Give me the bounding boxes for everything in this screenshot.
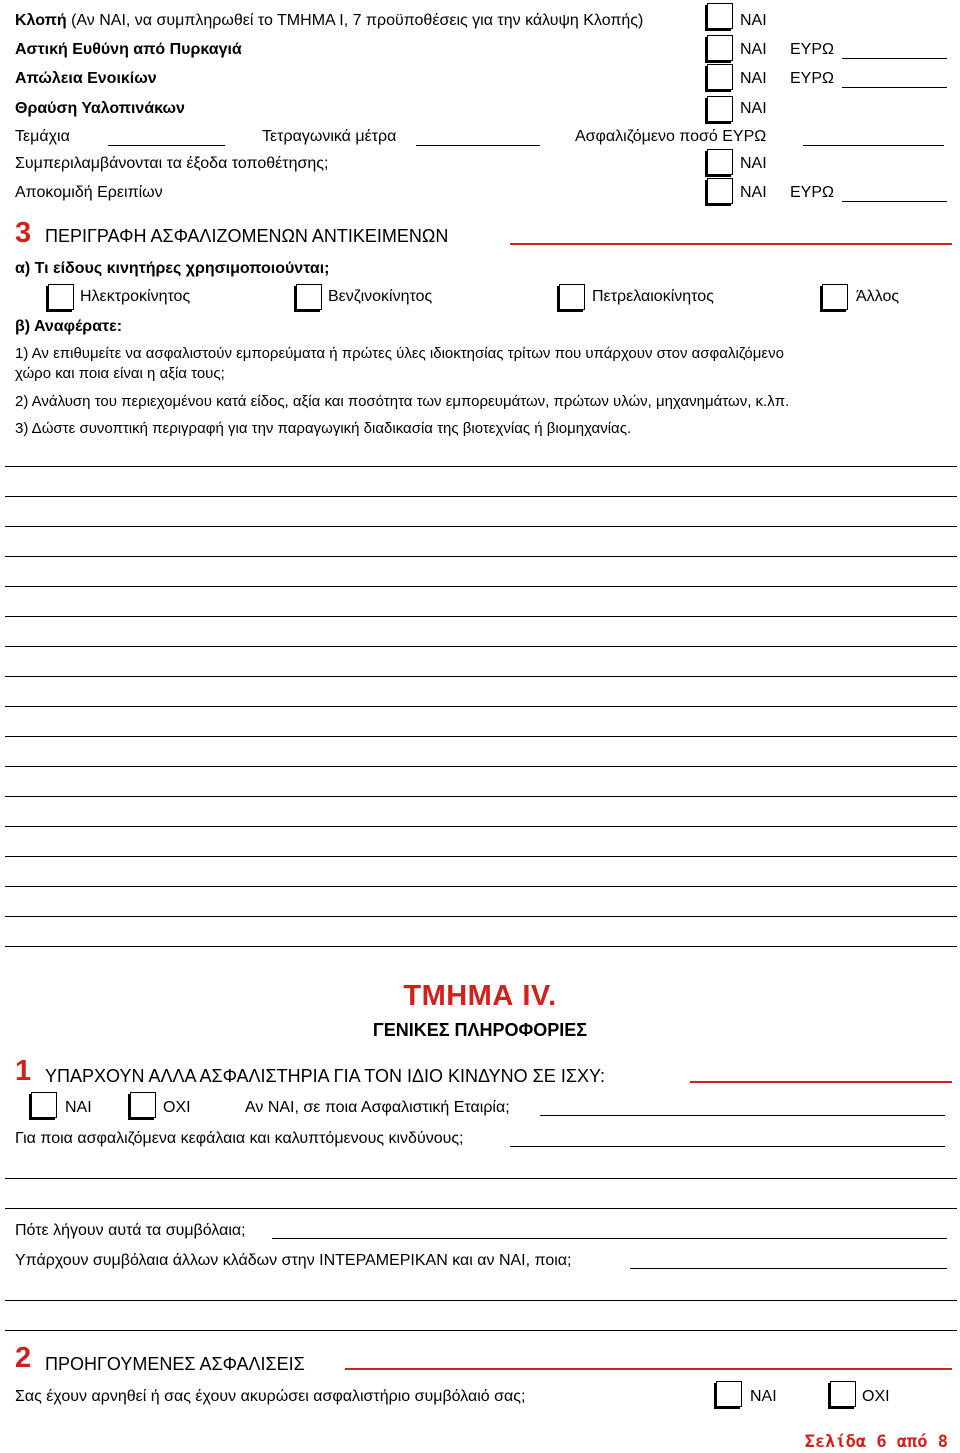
engines-question: α) Τι είδους κινητήρες χρησιμοποιούνται; [15,260,330,277]
glass-yes-checkbox[interactable] [707,96,733,122]
writing-line[interactable] [5,856,957,857]
item2: 2) Ανάλυση του περιεχομένου κατά είδος, αξία και ποσότητα των εμπορευμάτων, πρώτων υλών, μηχανημάτων, κ.λπ. [15,393,790,410]
writing-line[interactable] [5,1208,957,1209]
writing-line[interactable] [5,736,957,737]
q1-capitals-label: Για ποια ασφαλιζόμενα κεφάλαια και καλυπτόμενους κινδύνους; [15,1130,464,1147]
sqm-label: Τετραγωνικά μέτρα [262,128,397,145]
engine-electric-label: Ηλεκτροκίνητος [80,288,191,305]
item1-line1: 1) Αν επιθυμείτε να ασφαλιστούν εμπορεύματα ή πρώτες ύλες ιδιοκτησίας τρίτων που υπάρχουν στον ασφαλιζόμενο [15,345,784,362]
engine-other-checkbox[interactable] [822,284,848,310]
writing-line[interactable] [5,616,957,617]
writing-line[interactable] [5,1300,957,1301]
writing-line[interactable] [5,706,957,707]
engine-electric-checkbox[interactable] [48,284,74,310]
page-number: Σελίδα 6 από 8 [804,1432,948,1452]
writing-line[interactable] [5,796,957,797]
q1-expiry-field[interactable] [272,1238,947,1239]
writing-line[interactable] [5,826,957,827]
writing-line[interactable] [5,526,957,527]
writing-line[interactable] [5,676,957,677]
q2-yes-checkbox[interactable] [716,1381,742,1407]
pieces-label: Τεμάχια [15,128,70,145]
sqm-field[interactable] [416,145,540,146]
item1-line2: χώρο και ποια είναι η αξία τους; [15,365,225,382]
fire-liability-currency: ΕΥΡΩ [790,41,834,58]
writing-line[interactable] [5,916,957,917]
q2-refused-label: Σας έχουν αρνηθεί ή σας έχουν ακυρώσει ασφαλιστήριο συμβόλαιό σας; [15,1388,526,1405]
fire-liability-amount-field[interactable] [842,58,947,59]
rent-loss-yes-label: ΝΑΙ [740,70,767,87]
part4-subheading: ΓΕΝΙΚΕΣ ΠΛΗΡΟΦΟΡΙΕΣ [372,1020,588,1040]
q1-expiry-label: Πότε λήγουν αυτά τα συμβόλαια; [15,1222,246,1239]
theft-yes-checkbox[interactable] [707,3,733,29]
debris-amount-field[interactable] [842,201,947,202]
debris-yes-checkbox[interactable] [707,178,733,204]
q1-other-branches-field[interactable] [630,1268,947,1269]
engine-diesel-label: Πετρελαιοκίνητος [592,288,714,305]
debris-yes-label: ΝΑΙ [740,184,767,201]
item3: 3) Δώστε συνοπτική περιγραφή για την παραγωγική διαδικασία της βιοτεχνίας ή βιομηχανίας. [15,420,632,437]
q1-company-label: Αν ΝΑΙ, σε ποια Ασφαλιστική Εταιρία; [245,1099,510,1116]
engine-petrol-checkbox[interactable] [296,284,322,310]
writing-line[interactable] [5,586,957,587]
q2-yes-label: ΝΑΙ [750,1388,777,1405]
engine-diesel-checkbox[interactable] [559,284,585,310]
q1-yes-label: ΝΑΙ [65,1099,92,1116]
q2-no-label: ΟΧΙ [862,1388,890,1405]
fire-liability-label: Αστική Ευθύνη από Πυρκαγιά [15,41,242,58]
rent-loss-currency: ΕΥΡΩ [790,70,834,87]
writing-line[interactable] [5,1330,957,1331]
writing-line[interactable] [5,646,957,647]
writing-line[interactable] [5,556,957,557]
engine-petrol-label: Βενζινοκίνητος [328,288,433,305]
q1-no-label: ΟΧΙ [163,1099,191,1116]
rent-loss-label: Απώλεια Ενοικίων [15,70,157,87]
section3-number: 3 [15,217,32,249]
q1-number: 1 [15,1055,32,1087]
engine-other-label: Άλλος [856,288,900,305]
q1-capitals-field[interactable] [510,1146,945,1147]
install-costs-label: Συμπεριλαμβάνονται τα έξοδα τοποθέτησης; [15,155,329,172]
install-costs-yes-label: ΝΑΙ [740,155,767,172]
writing-line[interactable] [5,766,957,767]
q1-title-rule [690,1081,952,1083]
q1-no-checkbox[interactable] [130,1092,156,1118]
install-costs-yes-checkbox[interactable] [707,149,733,175]
writing-line[interactable] [5,496,957,497]
writing-line[interactable] [5,946,957,947]
theft-label: Κλοπή (Αν ΝΑΙ, να συμπληρωθεί το ΤΜΗΜΑ Ι, 7 προϋποθέσεις για την κάλυψη Κλοπής) [15,12,644,29]
pieces-field[interactable] [108,145,225,146]
section3-title: ΠΕΡΙΓΡΑΦΗ ΑΣΦΑΛΙΖΟΜΕΝΩΝ ΑΝΤΙΚΕΙΜΕΝΩΝ [45,226,449,246]
q2-title: ΠΡΟΗΓΟΥΜΕΝΕΣ ΑΣΦΑΛΙΣΕΙΣ [45,1354,305,1374]
q2-title-rule [345,1368,952,1370]
q1-yes-checkbox[interactable] [31,1092,57,1118]
rent-loss-yes-checkbox[interactable] [707,64,733,90]
section3-title-rule [510,243,952,245]
rent-loss-amount-field[interactable] [842,87,947,88]
fire-liability-yes-label: ΝΑΙ [740,41,767,58]
insured-amount-label: Ασφαλιζόμενο ποσό ΕΥΡΩ [575,128,767,145]
q2-number: 2 [15,1342,32,1374]
q1-title: ΥΠΑΡΧΟΥΝ ΑΛΛΑ ΑΣΦΑΛΙΣΤΗΡΙΑ ΓΙΑ ΤΟΝ ΙΔΙΟ ΚΙΝΔΥΝΟ ΣΕ ΙΣΧΥ: [45,1066,605,1086]
writing-line[interactable] [5,466,957,467]
debris-currency: ΕΥΡΩ [790,184,834,201]
writing-line[interactable] [5,1178,957,1179]
writing-line[interactable] [5,886,957,887]
insured-amount-field[interactable] [803,145,944,146]
glass-yes-label: ΝΑΙ [740,100,767,117]
q1-other-branches-label: Υπάρχουν συμβόλαια άλλων κλάδων στην ΙΝΤΕΡΑΜΕΡΙΚΑΝ και αν ΝΑΙ, ποια; [15,1252,572,1269]
q2-no-checkbox[interactable] [830,1381,856,1407]
glass-label: Θραύση Υαλοπινάκων [15,100,185,117]
part4-heading: ΤΜΗΜΑ IV. [403,980,557,1012]
debris-label: Αποκομιδή Ερειπίων [15,184,163,201]
q1-company-field[interactable] [540,1115,945,1116]
theft-yes-label: ΝΑΙ [740,12,767,29]
mention-question: β) Αναφέρατε: [15,318,123,335]
fire-liability-yes-checkbox[interactable] [707,35,733,61]
